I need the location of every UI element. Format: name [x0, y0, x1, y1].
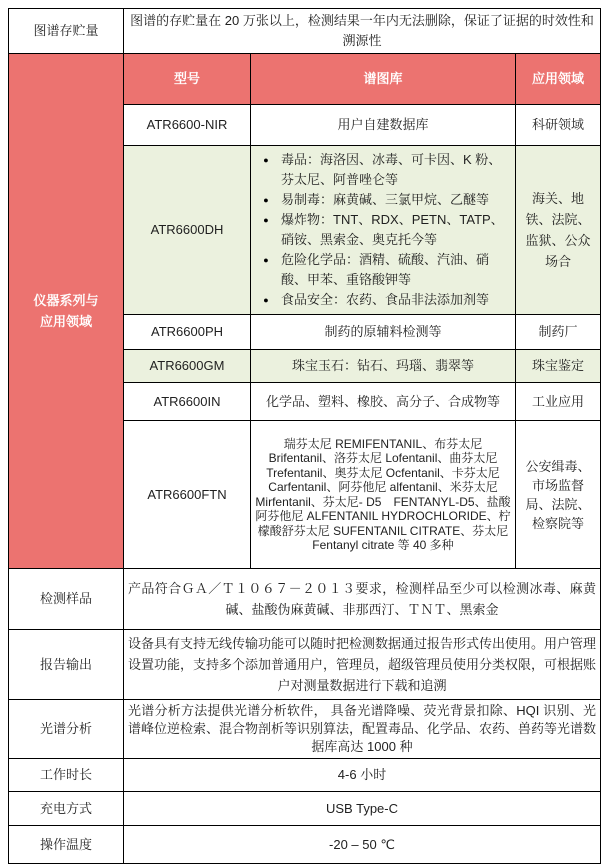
- report-value: 设备具有支持无线传输功能可以随时把检测数据通过报告形式传出使用。用户管理设置功能，支持多个添加普通用户，管理员，超级管理员使用分类权限，可根据账户对测量数据进行下载和追溯: [124, 630, 601, 700]
- model-library: 瑞芬太尼 REMIFENTANIL、布芬太尼 Brifentanil、洛芬太尼 Lofentanil、曲芬太尼 Trefentanil、奥芬太尼 Ocfentanil、卡芬太尼 Carfentanil、阿芬他尼 alfentanil、米芬太尼 Mirfentanil、芬太尼- D5 FENTANYL-D5、盐酸阿芬他尼 ALFENTANIL HYDROCHLORIDE、柠檬酸舒芬太尼 SUFENTANIL CITRATE、芬太尼 Fentanyl citrate 等 40 多种: [251, 421, 516, 569]
- header-application: 应用领域: [516, 54, 601, 105]
- header-model: 型号: [124, 54, 251, 105]
- charging-value: USB Type-C: [124, 792, 601, 826]
- bullet-icon: ●: [263, 155, 269, 165]
- model-application: 珠宝鉴定: [516, 350, 601, 383]
- row-series-header: [9, 54, 601, 105]
- list-item: [251, 150, 511, 190]
- work-time-value: 4-6 小时: [124, 759, 601, 792]
- series-section-label: [9, 54, 124, 569]
- charging-label: 充电方式: [9, 792, 124, 826]
- row-report: [9, 630, 601, 700]
- list-item: [251, 190, 511, 210]
- bullet-text: 爆炸物：TNT、RDX、PETN、TATP、硝铵、黑索金、奥克托今等: [281, 212, 504, 247]
- series-section-label-text: 仪器系列与应用领域: [33, 293, 99, 329]
- bullet-icon: ●: [263, 195, 269, 205]
- model-library: [251, 146, 516, 315]
- bullet-icon: ●: [263, 295, 269, 305]
- model-application: 制药厂: [516, 315, 601, 350]
- row-samples: [9, 569, 601, 630]
- model-application: 科研领域: [516, 105, 601, 146]
- model-application: 公安缉毒、市场监督局、法院、检察院等: [516, 421, 601, 569]
- temperature-label: 操作温度: [9, 826, 124, 864]
- model-library: 化学品、塑料、橡胶、高分子、合成物等: [251, 383, 516, 421]
- spec-sheet: [8, 8, 600, 864]
- list-item: [251, 210, 511, 250]
- model-application: 工业应用: [516, 383, 601, 421]
- samples-label: 检测样品: [9, 569, 124, 630]
- storage-label: 图谱存贮量: [9, 9, 124, 54]
- spectrum-label: 光谱分析: [9, 700, 124, 759]
- bullet-text: 毒品：海洛因、冰毒、可卡因、K 粉、芬太尼、阿普唑仑等: [281, 152, 502, 187]
- bullet-text: 食品安全：农药、食品非法添加剂等: [281, 292, 490, 307]
- model-name: ATR6600PH: [124, 315, 251, 350]
- bullet-icon: ●: [263, 215, 269, 225]
- model-name: ATR6600-NIR: [124, 105, 251, 146]
- model-name: ATR6600DH: [124, 146, 251, 315]
- report-label: 报告输出: [9, 630, 124, 700]
- model-library: 珠宝玉石：钻石、玛瑙、翡翠等: [251, 350, 516, 383]
- header-library: 谱图库: [251, 54, 516, 105]
- spectrum-value: 光谱分析方法提供光谱分析软件， 具备光谱降噪、荧光背景扣除、HQI 识别、光谱峰位逆检索、混合物剖析等识别算法，配置毒品、化学品、农药、兽药等光谱数据库高达 1000 种: [124, 700, 601, 759]
- temperature-value: -20 – 50 ℃: [124, 826, 601, 864]
- model-library: 制药的原辅料检测等: [251, 315, 516, 350]
- row-spectrum: [9, 700, 601, 759]
- model-application: 海关、地铁、法院、监狱、公众场合: [516, 146, 601, 315]
- model-name: ATR6600IN: [124, 383, 251, 421]
- bullet-text: 危险化学品：酒精、硫酸、汽油、硝酸、甲苯、重铬酸钾等: [281, 252, 490, 287]
- row-charging: [9, 792, 601, 826]
- spec-table: [8, 8, 601, 864]
- row-work-time: [9, 759, 601, 792]
- work-time-label: 工作时长: [9, 759, 124, 792]
- model-name: ATR6600FTN: [124, 421, 251, 569]
- bullet-icon: ●: [263, 255, 269, 265]
- row-temperature: [9, 826, 601, 864]
- model-library: 用户自建数据库: [251, 105, 516, 146]
- samples-value: 产品符合ＧＡ／Ｔ１０６７－２０１３要求，检测样品至少可以检测冰毒、麻黄碱、盐酸伪麻黄碱、非那西汀、ＴＮＴ、黑索金: [124, 569, 601, 630]
- model-name: ATR6600GM: [124, 350, 251, 383]
- list-item: [251, 250, 511, 290]
- bullet-text: 易制毒：麻黄碱、三氯甲烷、乙醚等: [281, 192, 490, 207]
- list-item: [251, 290, 511, 310]
- row-storage: [9, 9, 601, 54]
- storage-value: 图谱的存贮量在 20 万张以上，检测结果一年内无法删除，保证了证据的时效性和溯源性: [124, 9, 601, 54]
